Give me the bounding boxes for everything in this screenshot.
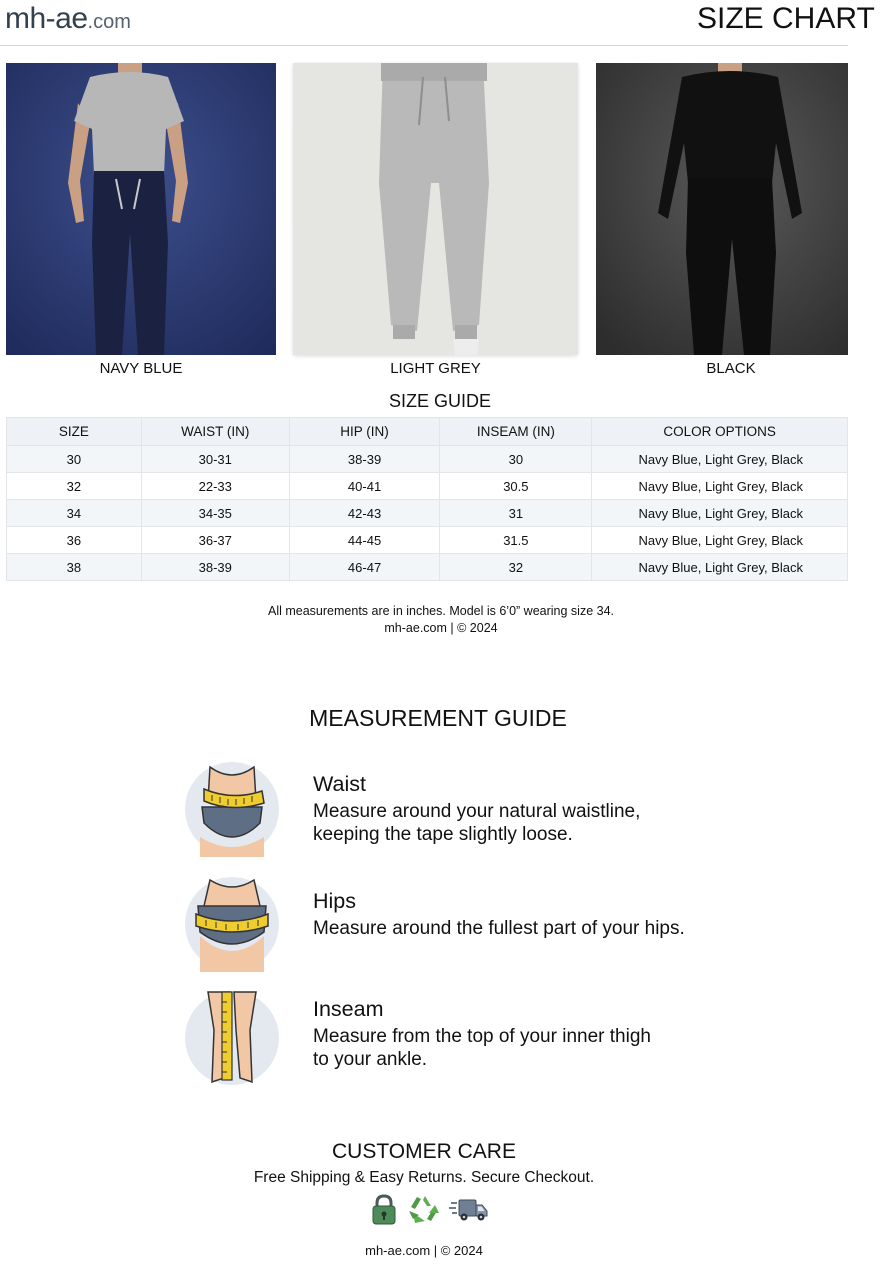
inseam-description-line: Measure from the top of your inner thigh bbox=[313, 1026, 651, 1047]
table-cell: 34-35 bbox=[141, 500, 289, 527]
inseam-measure-icon bbox=[184, 990, 280, 1086]
table-row bbox=[7, 554, 848, 581]
table-cell: 34 bbox=[7, 500, 142, 527]
size-guide-title: SIZE GUIDE bbox=[388, 391, 491, 411]
delivery-truck-icon bbox=[449, 1193, 489, 1225]
table-cell: 38 bbox=[7, 554, 142, 581]
column-header: WAIST (IN) bbox=[141, 418, 289, 446]
column-header: COLOR OPTIONS bbox=[592, 418, 848, 446]
light-grey-product-image[interactable] bbox=[293, 63, 578, 355]
table-cell: 44-45 bbox=[289, 527, 440, 554]
measurement-guide-title: MEASUREMENT GUIDE bbox=[309, 705, 567, 731]
navy-blue-product-image[interactable] bbox=[6, 63, 276, 355]
table-cell: Navy Blue, Light Grey, Black bbox=[592, 527, 848, 554]
column-header: INSEAM (IN) bbox=[440, 418, 592, 446]
inseam-heading: Inseam bbox=[313, 997, 384, 1021]
site-logo[interactable] bbox=[5, 2, 131, 36]
table-header-row bbox=[7, 418, 848, 446]
table-cell: Navy Blue, Light Grey, Black bbox=[592, 473, 848, 500]
waist-description-line: Measure around your natural waistline, bbox=[313, 801, 641, 822]
table-cell: 38-39 bbox=[289, 446, 440, 473]
size-table bbox=[6, 417, 848, 581]
column-header: SIZE bbox=[7, 418, 142, 446]
table-cell: 46-47 bbox=[289, 554, 440, 581]
hips-heading: Hips bbox=[313, 889, 357, 913]
light-grey-label: LIGHT GREY bbox=[390, 360, 481, 377]
page-title: SIZE CHART bbox=[697, 2, 875, 35]
table-cell: 30.5 bbox=[440, 473, 592, 500]
table-cell: 32 bbox=[7, 473, 142, 500]
footer-copyright: mh-ae.com | © 2024 bbox=[365, 1243, 483, 1258]
table-cell: 40-41 bbox=[289, 473, 440, 500]
lock-icon bbox=[366, 1193, 398, 1225]
inseam-description bbox=[313, 1025, 673, 1071]
table-cell: Navy Blue, Light Grey, Black bbox=[592, 554, 848, 581]
black-label: BLACK bbox=[706, 360, 756, 377]
inseam-description-line: to your ankle. bbox=[313, 1049, 428, 1070]
table-cell: 31.5 bbox=[440, 527, 592, 554]
navy-blue-label: NAVY BLUE bbox=[99, 360, 183, 377]
customer-care-title: CUSTOMER CARE bbox=[332, 1140, 516, 1163]
table-row bbox=[7, 527, 848, 554]
table-cell: 22-33 bbox=[141, 473, 289, 500]
table-cell: 36-37 bbox=[141, 527, 289, 554]
site-header bbox=[0, 0, 875, 46]
table-cell: 30 bbox=[440, 446, 592, 473]
table-row bbox=[7, 500, 848, 527]
waist-description-line: keeping the tape slightly loose. bbox=[313, 824, 573, 845]
waist-measure-icon bbox=[184, 761, 280, 857]
hips-description bbox=[313, 917, 733, 940]
table-row bbox=[7, 473, 848, 500]
table-cell: 32 bbox=[440, 554, 592, 581]
table-cell: 38-39 bbox=[141, 554, 289, 581]
hips-description-line: Measure around the fullest part of your hips. bbox=[313, 918, 685, 939]
table-row bbox=[7, 446, 848, 473]
hips-measure-icon bbox=[184, 876, 280, 972]
table-cell: 31 bbox=[440, 500, 592, 527]
size-guide-copyright: mh-ae.com | © 2024 bbox=[384, 621, 498, 635]
logo-tld: .com bbox=[87, 11, 131, 33]
table-cell: 42-43 bbox=[289, 500, 440, 527]
waist-heading: Waist bbox=[313, 772, 366, 796]
table-cell: Navy Blue, Light Grey, Black bbox=[592, 500, 848, 527]
table-cell: 30-31 bbox=[141, 446, 289, 473]
table-cell: 30 bbox=[7, 446, 142, 473]
recycle-icon bbox=[407, 1193, 443, 1225]
column-header: HIP (IN) bbox=[289, 418, 440, 446]
black-product-image[interactable] bbox=[596, 63, 848, 355]
measurement-note: All measurements are in inches. Model is 6’0” wearing size 34. bbox=[268, 604, 614, 618]
customer-care-text: Free Shipping & Easy Returns. Secure Checkout. bbox=[253, 1169, 595, 1186]
table-cell: 36 bbox=[7, 527, 142, 554]
logo-main: mh-ae bbox=[5, 2, 88, 35]
waist-description bbox=[313, 800, 733, 846]
table-cell: Navy Blue, Light Grey, Black bbox=[592, 446, 848, 473]
